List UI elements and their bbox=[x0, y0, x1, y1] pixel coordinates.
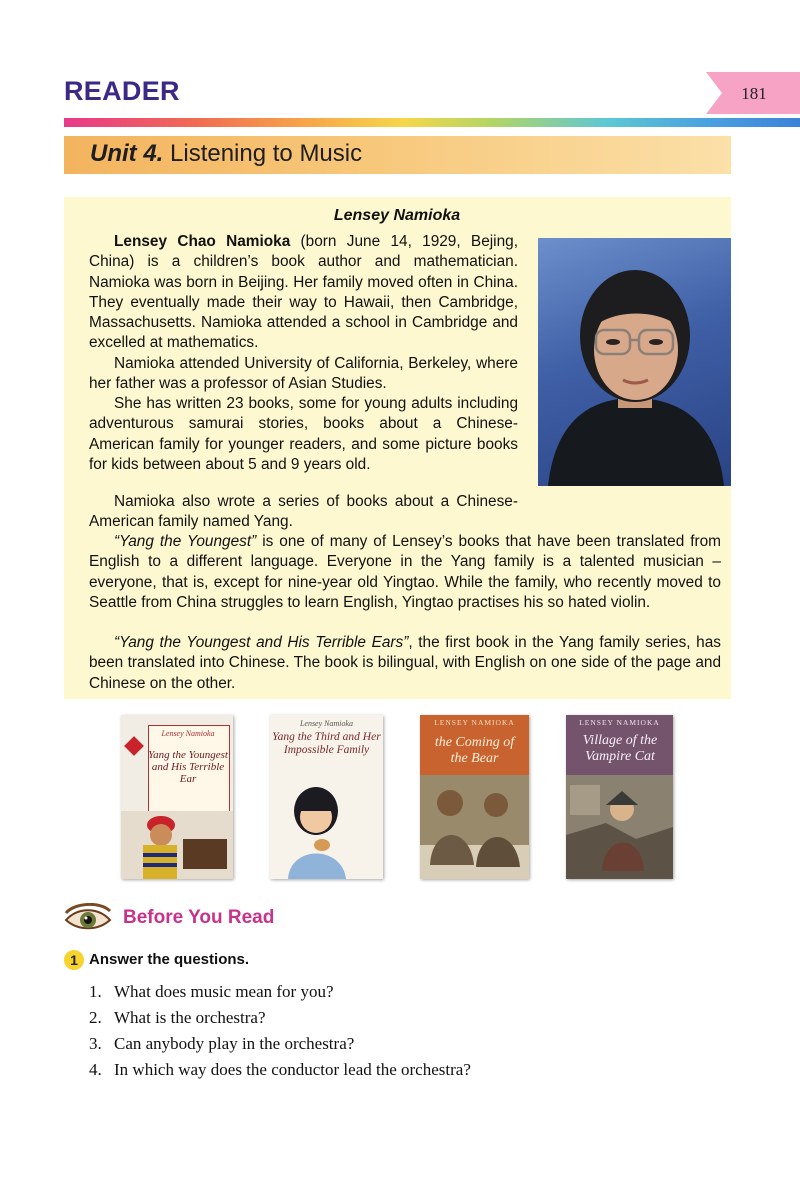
rainbow-divider bbox=[64, 118, 800, 127]
exercise-number-badge: 1 bbox=[64, 950, 84, 970]
bio-paragraph-6 bbox=[89, 633, 721, 694]
bio-paragraph-6-text: , the first book in the Yang family series, has been translated into Chinese. The book is bilingual, with English on one side of the page and Chinese on the other. bbox=[89, 634, 721, 692]
cover-illustration bbox=[270, 785, 383, 879]
cover-illustration bbox=[420, 775, 529, 879]
bio-paragraph-4: Namioka also wrote a series of books about a Chinese-American family named Yang. bbox=[89, 493, 518, 531]
question-number: 3. bbox=[89, 1034, 102, 1053]
bio-paragraph-1-text: (born June 14, 1929, Bejing, China) is a children’s book author and mathematician. Namioka was born in Beijing. Her family moved often in China. They eventually made their way to Hawaii, then Cambridge, Massachusetts. Namioka attended a school in Cambridge and excelled at mathematics. bbox=[89, 233, 518, 352]
list-item bbox=[89, 1005, 471, 1031]
question-text: In which way does the conductor lead the orchestra? bbox=[114, 1060, 471, 1079]
biography-heading: Lensey Namioka bbox=[333, 207, 461, 224]
bio-paragraph-5 bbox=[89, 532, 721, 613]
exercise-instruction: Answer the questions. bbox=[89, 951, 250, 968]
list-item bbox=[89, 1057, 471, 1083]
cover-author: Lensey Namioka bbox=[299, 719, 354, 728]
bio-paragraph-3: She has written 23 books, some for young adults including adventurous samurai stories, books about a Chinese-American family for younger readers, and some picture books for kids between about 5 and 9 years old. bbox=[89, 395, 518, 473]
cover-author: Lensey Namioka bbox=[161, 729, 215, 738]
unit-name: Listening to Music bbox=[170, 140, 363, 167]
cover-illustration bbox=[121, 811, 233, 879]
bio-paragraph-2: Namioka attended University of California, Berkeley, where her father was a professor of Asian Studies. bbox=[89, 355, 518, 393]
book-title: “Yang the Youngest and His Terrible Ears” bbox=[114, 634, 409, 651]
author-portrait bbox=[538, 238, 731, 486]
cover-author: LENSEY NAMIOKA bbox=[434, 718, 515, 727]
portrait-illustration bbox=[538, 238, 731, 486]
cover-author: LENSEY NAMIOKA bbox=[579, 718, 660, 727]
list-item bbox=[89, 979, 471, 1005]
question-text: What is the orchestra? bbox=[114, 1008, 266, 1027]
question-text: Can anybody play in the orchestra? bbox=[114, 1034, 355, 1053]
question-number: 1. bbox=[89, 982, 102, 1001]
question-number: 2. bbox=[89, 1008, 102, 1027]
bio-paragraph-1 bbox=[89, 232, 518, 354]
page-number: 181 bbox=[741, 84, 767, 103]
section-label: READER bbox=[64, 76, 180, 106]
book-cover bbox=[270, 715, 383, 879]
questions-list bbox=[89, 979, 471, 1083]
unit-number: Unit 4. bbox=[90, 140, 164, 167]
author-name: Lensey Chao Namioka bbox=[114, 233, 291, 250]
bio-paragraph-5-text: is one of many of Lensey’s books that have been translated from English to a different language. Everyone in the Yang family is a talented musician – everyone, that is, except for nine-year old Yingtao. While the family, who recently moved to Seattle from China struggles to learn English, Yingtao practises his so hated violin. bbox=[89, 533, 721, 611]
before-you-read-heading: Before You Read bbox=[123, 907, 275, 928]
cover-title: the Coming of the Bear bbox=[434, 735, 515, 766]
book-cover bbox=[420, 715, 529, 879]
book-cover bbox=[566, 715, 673, 879]
cover-illustration bbox=[566, 775, 673, 879]
question-number: 4. bbox=[89, 1060, 102, 1079]
cover-title: Village of the Vampire Cat bbox=[582, 733, 658, 764]
cover-title: Yang the Youngest and His Terrible Ear bbox=[148, 749, 228, 785]
book-cover bbox=[121, 715, 233, 879]
list-item bbox=[89, 1031, 471, 1057]
book-title: “Yang the Youngest” bbox=[114, 533, 257, 550]
unit-title bbox=[90, 140, 362, 168]
eye-icon bbox=[64, 903, 112, 933]
cover-title: Yang the Third and Her Impossible Family bbox=[272, 731, 381, 756]
question-text: What does music mean for you? bbox=[114, 982, 334, 1001]
